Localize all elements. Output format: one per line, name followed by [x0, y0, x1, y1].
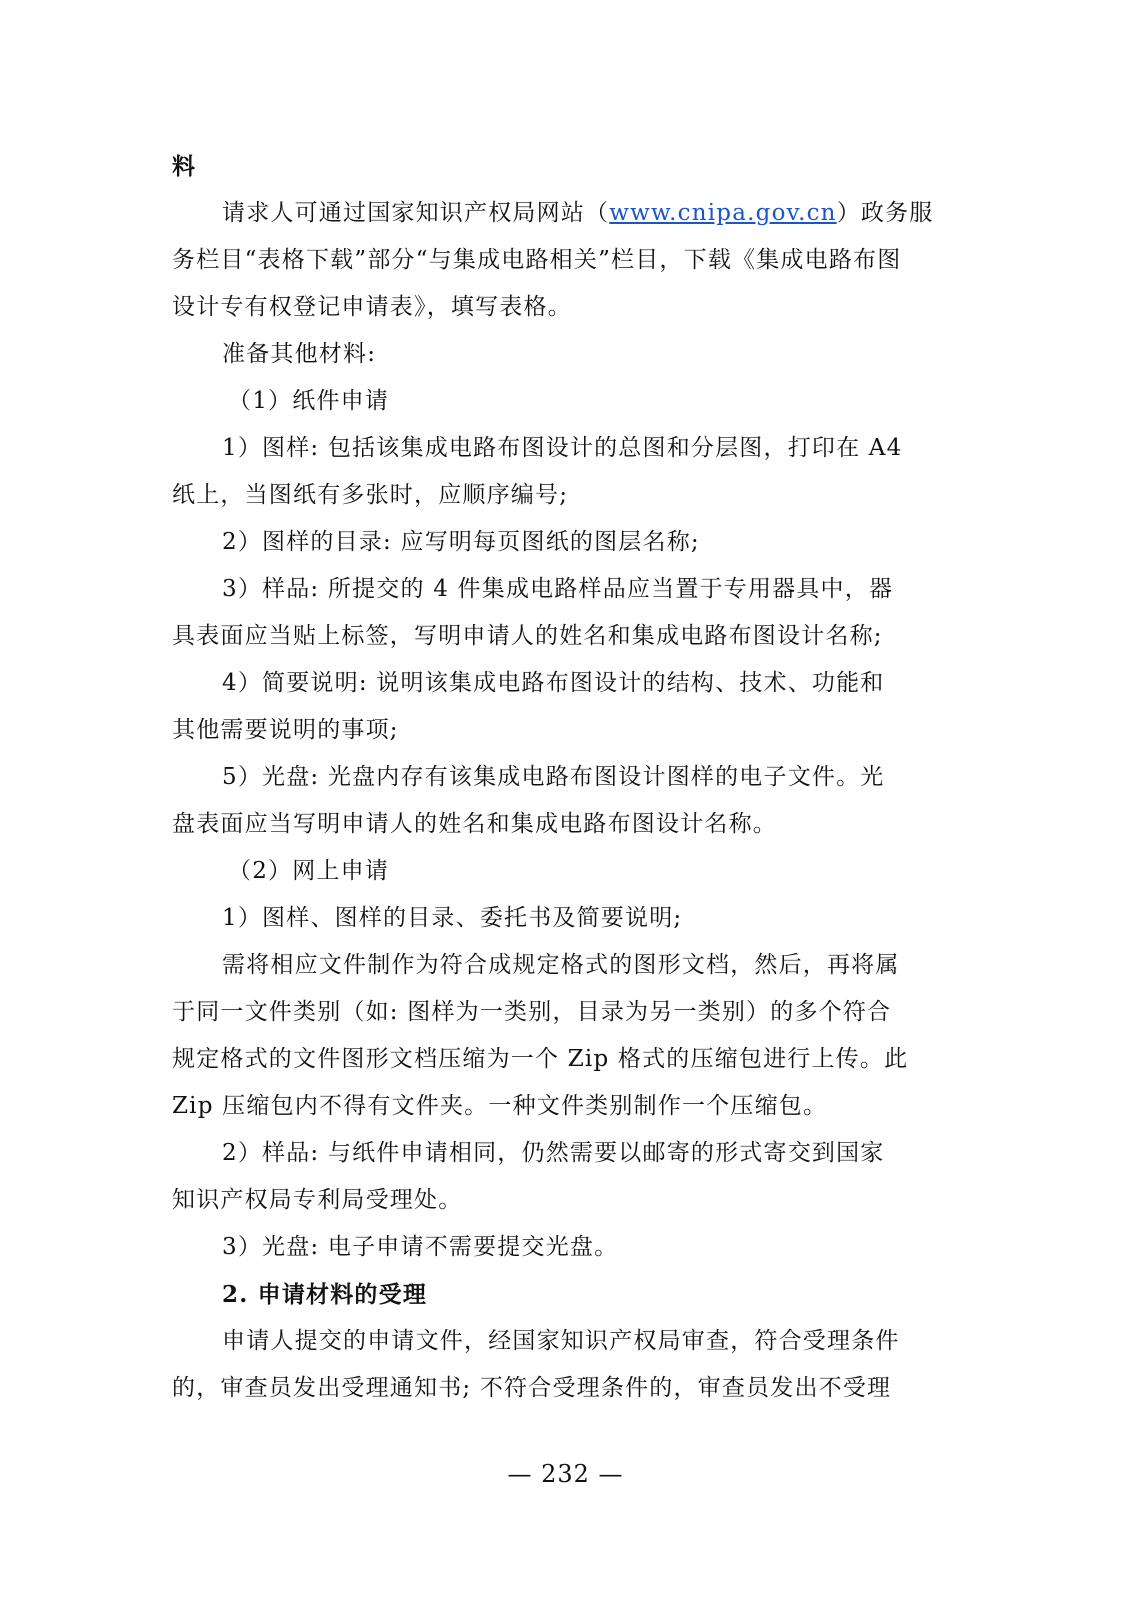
online-item1: 1）图样、图样的目录、委托书及简要说明; — [222, 905, 683, 931]
header-fragment: 料 — [172, 153, 197, 180]
page-number: — 232 — — [507, 1460, 624, 1488]
online-application-heading: （2）网上申请 — [228, 858, 390, 884]
online-item2-line1: 2）样品: 与纸件申请相同，仍然需要以邮寄的形式寄交到国家 — [222, 1140, 885, 1166]
online-note-line4: Zip 压缩包内不得有文件夹。一种文件类别制作一个压缩包。 — [172, 1093, 828, 1119]
paper-item4-line2: 其他需要说明的事项; — [172, 717, 399, 743]
paper-item5-line1: 5）光盘: 光盘内存有该集成电路布图设计图样的电子文件。光 — [222, 764, 885, 790]
paper-item3-line1: 3）样品: 所提交的 4 件集成电路样品应当置于专用器具中，器 — [222, 576, 894, 602]
para1-line1-pre: 请求人可通过国家知识产权局网站（ — [222, 200, 610, 226]
online-note-line3: 规定格式的文件图形文档压缩为一个 Zip 格式的压缩包进行上传。此 — [172, 1046, 909, 1072]
paper-item2: 2）图样的目录: 应写明每页图纸的图层名称; — [222, 529, 700, 555]
online-item3: 3）光盘: 电子申请不需要提交光盘。 — [222, 1234, 619, 1260]
section2-heading: 2. 申请材料的受理 — [222, 1281, 428, 1308]
prepare-other-materials: 准备其他材料: — [222, 341, 377, 367]
paper-item4-line1: 4）简要说明: 说明该集成电路布图设计的结构、技术、功能和 — [222, 670, 885, 696]
paper-item1-line2: 纸上，当图纸有多张时，应顺序编号; — [172, 482, 569, 508]
para1-line1-post: ）政务服 — [836, 200, 934, 226]
online-note-line2: 于同一文件类别（如: 图样为一类别，目录为另一类别）的多个符合 — [172, 999, 892, 1025]
online-note-line1: 需将相应文件制作为符合成规定格式的图形文档，然后，再将属 — [222, 952, 900, 978]
paper-application-heading: （1）纸件申请 — [228, 388, 390, 414]
paper-item1-line1: 1）图样: 包括该集成电路布图设计的总图和分层图，打印在 A4 — [222, 435, 903, 461]
para1-line2: 务栏目“表格下载”部分“与集成电路相关”栏目，下载《集成电路布图 — [172, 247, 902, 273]
section2-line1: 申请人提交的申请文件，经国家知识产权局审查，符合受理条件 — [222, 1328, 900, 1354]
page-body — [172, 143, 944, 1412]
paper-item3-line2: 具表面应当贴上标签，写明申请人的姓名和集成电路布图设计名称; — [172, 623, 883, 649]
online-item2-line2: 知识产权局专利局受理处。 — [172, 1187, 463, 1213]
section2-line2: 的，审查员发出受理通知书; 不符合受理条件的，审查员发出不受理 — [172, 1375, 892, 1401]
para1-line3: 设计专有权登记申请表》，填写表格。 — [172, 294, 572, 320]
paper-item5-line2: 盘表面应当写明申请人的姓名和集成电路布图设计名称。 — [172, 811, 777, 837]
cnipa-website-link[interactable]: www.cnipa.gov.cn — [609, 200, 837, 226]
para1-line1 — [172, 190, 944, 237]
